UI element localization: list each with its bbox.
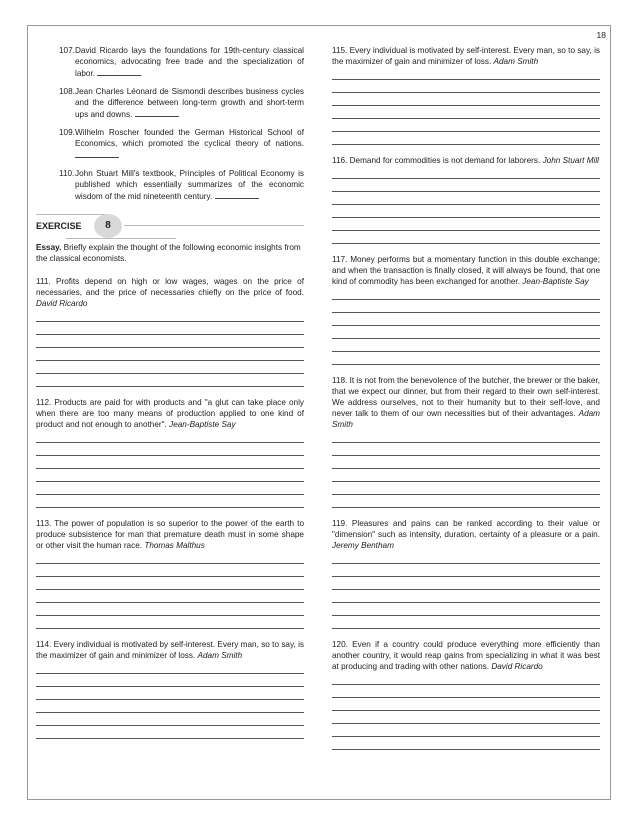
question-author: Adam Smith xyxy=(197,651,243,660)
answer-line[interactable] xyxy=(332,231,600,244)
answer-line[interactable] xyxy=(332,119,600,132)
instructions xyxy=(36,242,304,264)
answer-line[interactable] xyxy=(36,616,304,629)
question-author: David Ricardo xyxy=(491,662,543,671)
instructions-label: Essay. xyxy=(36,243,62,252)
answer-line[interactable] xyxy=(36,713,304,726)
question-author: John Stuart Mill xyxy=(542,156,599,165)
question-statement: 120. Even if a country could produce everything more efficiently than another country, it would reap gains from specializing in what it was best at producing and trading with other nations. xyxy=(332,640,600,671)
instructions-text: Briefly explain the thought of the following economic insights from the classical economists. xyxy=(36,243,301,263)
mcq-item xyxy=(59,86,304,120)
essay-question xyxy=(332,254,600,365)
answer-line[interactable] xyxy=(332,205,600,218)
question-statement: 117. Money performs but a momentary function in this double exchange; and when the transaction is finally closed, it will always be found, that one kind of commodity has been exchanged for another. xyxy=(332,255,600,286)
answer-line[interactable] xyxy=(36,551,304,564)
answer-line[interactable] xyxy=(332,132,600,145)
answer-line[interactable] xyxy=(36,430,304,443)
answer-line[interactable] xyxy=(332,339,600,352)
right-column xyxy=(332,45,600,760)
question-statement: 111. Profits depend on high or low wages, wages on the price of necessaries, and the price of necessaries chiefly on the price of food. xyxy=(36,277,304,297)
mcq-number: 107. xyxy=(59,46,75,55)
mcq-item xyxy=(59,45,304,79)
question-author: Jean-Baptiste Say xyxy=(522,277,589,286)
exercise-label: EXERCISE xyxy=(36,221,82,231)
question-statement: 113. The power of population is so superior to the power of the earth to produce subsistence for man that premature death must in some shape or other visit the human race. xyxy=(36,519,304,550)
question-statement: 112. Products are paid for with products and "a glut can take place only when there are too many means of production applied to one kind of product and not enough to another". xyxy=(36,398,304,429)
question-author: Jeremy Bentham xyxy=(332,541,394,550)
mcq-statement: David Ricardo lays the foundations for 19th-century classical economics, advocating free trade and the specialization of labor. xyxy=(75,46,304,78)
answer-line[interactable] xyxy=(332,352,600,365)
answer-line[interactable] xyxy=(36,322,304,335)
question-author: Thomas Malthus xyxy=(144,541,205,550)
exercise-number-badge: 8 xyxy=(94,214,122,238)
answer-line[interactable] xyxy=(36,469,304,482)
answer-line[interactable] xyxy=(332,300,600,313)
question-author: Adam Smith xyxy=(332,409,600,429)
answer-line[interactable] xyxy=(36,309,304,322)
answer-line[interactable] xyxy=(332,166,600,179)
answer-line[interactable] xyxy=(332,443,600,456)
question-text xyxy=(332,254,600,287)
answer-line[interactable] xyxy=(332,80,600,93)
answer-line[interactable] xyxy=(332,564,600,577)
answer-blank[interactable] xyxy=(75,149,119,158)
answer-line[interactable] xyxy=(332,67,600,80)
essay-question xyxy=(36,276,304,387)
left-column xyxy=(36,45,304,749)
answer-line[interactable] xyxy=(36,374,304,387)
answer-line[interactable] xyxy=(332,698,600,711)
answer-line[interactable] xyxy=(36,443,304,456)
mcq-text xyxy=(75,86,304,120)
answer-line[interactable] xyxy=(332,711,600,724)
answer-line[interactable] xyxy=(332,672,600,685)
answer-line[interactable] xyxy=(332,93,600,106)
answer-line[interactable] xyxy=(36,564,304,577)
mcq-statement: Wilhelm Roscher founded the German Historical School of Economics, which promoted the cyclical theory of nations. xyxy=(75,128,304,148)
essay-question xyxy=(332,155,600,244)
question-author: David Ricardo xyxy=(36,299,88,308)
answer-line[interactable] xyxy=(36,700,304,713)
question-text xyxy=(36,518,304,551)
question-text xyxy=(332,155,600,166)
mcq-text xyxy=(75,168,304,202)
mcq-number: 108. xyxy=(59,87,75,96)
answer-line[interactable] xyxy=(332,685,600,698)
question-text xyxy=(332,518,600,551)
mcq-statement: Jean Charles Léonard de Sismondi describes business cycles and the difference between long-term growth and short-term ups and downs. xyxy=(75,87,304,119)
answer-line[interactable] xyxy=(36,348,304,361)
mcq-statement: John Stuart Mill's textbook, Principles of Political Economy is published which essentially summarizes of the economic wisdom of the mid nineteenth century. xyxy=(75,169,304,201)
essay-question xyxy=(332,375,600,508)
answer-line[interactable] xyxy=(36,495,304,508)
questions-left xyxy=(36,276,304,739)
question-author: Jean-Baptiste Say xyxy=(169,420,236,429)
essay-question xyxy=(36,518,304,629)
question-statement: 119. Pleasures and pains can be ranked according to their value or "dimension" such as intensity, duration, certainty of a pleasure or a pain. xyxy=(332,519,600,539)
answer-line[interactable] xyxy=(332,192,600,205)
answer-line[interactable] xyxy=(332,179,600,192)
answer-line[interactable] xyxy=(36,674,304,687)
answer-blank[interactable] xyxy=(97,67,141,76)
answer-line[interactable] xyxy=(332,469,600,482)
question-text xyxy=(36,276,304,309)
answer-line[interactable] xyxy=(36,456,304,469)
mcq-item xyxy=(59,127,304,161)
mcq-item xyxy=(59,168,304,202)
exercise-rule xyxy=(124,225,304,226)
mcq-text xyxy=(75,45,304,79)
answer-line[interactable] xyxy=(36,661,304,674)
essay-question xyxy=(36,639,304,739)
answer-line[interactable] xyxy=(36,603,304,616)
mcq-text xyxy=(75,127,304,161)
mcq-number: 110. xyxy=(59,169,75,178)
essay-question xyxy=(332,518,600,629)
question-text xyxy=(36,397,304,430)
question-statement: 118. It is not from the benevolence of the butcher, the brewer or the baker, that we expect our dinner, but from their regard to their own self-interest. We address ourselves, not to their humanity but to their self-love, and never talk to them of our own necessities but of their advantages. xyxy=(332,376,600,418)
essay-question xyxy=(332,45,600,145)
question-text xyxy=(332,45,600,67)
essay-question xyxy=(332,639,600,750)
exercise-rule xyxy=(36,214,106,215)
answer-line[interactable] xyxy=(332,577,600,590)
exercise-rule xyxy=(66,238,176,239)
questions-right xyxy=(332,45,600,750)
answer-blank[interactable] xyxy=(215,190,259,199)
answer-line[interactable] xyxy=(332,482,600,495)
answer-line[interactable] xyxy=(332,313,600,326)
question-text xyxy=(36,639,304,661)
page-number: 18 xyxy=(596,30,606,40)
answer-line[interactable] xyxy=(332,590,600,603)
answer-line[interactable] xyxy=(36,361,304,374)
answer-line[interactable] xyxy=(332,326,600,339)
answer-line[interactable] xyxy=(332,430,600,443)
mcq-number: 109. xyxy=(59,128,75,137)
answer-line[interactable] xyxy=(332,737,600,750)
mcq-list xyxy=(36,45,304,202)
question-text xyxy=(332,375,600,430)
answer-line[interactable] xyxy=(332,616,600,629)
answer-line[interactable] xyxy=(332,287,600,300)
answer-line[interactable] xyxy=(332,495,600,508)
answer-line[interactable] xyxy=(36,687,304,700)
answer-line[interactable] xyxy=(36,335,304,348)
answer-line[interactable] xyxy=(332,106,600,119)
question-statement: 116. Demand for commodities is not demand for laborers. xyxy=(332,156,543,165)
answer-line[interactable] xyxy=(36,577,304,590)
question-statement: 115. Every individual is motivated by self-interest. Every man, so to say, is the maximizer of gain and minimizer of loss. xyxy=(332,46,600,66)
exercise-header xyxy=(36,214,304,240)
answer-line[interactable] xyxy=(36,726,304,739)
answer-line[interactable] xyxy=(332,218,600,231)
essay-question xyxy=(36,397,304,508)
question-author: Adam Smith xyxy=(493,57,539,66)
answer-line[interactable] xyxy=(332,551,600,564)
answer-line[interactable] xyxy=(332,603,600,616)
answer-line[interactable] xyxy=(332,456,600,469)
answer-line[interactable] xyxy=(36,482,304,495)
question-text xyxy=(332,639,600,672)
answer-line[interactable] xyxy=(332,724,600,737)
question-statement: 114. Every individual is motivated by self-interest. Every man, so to say, is the maximizer of gain and minimizer of loss. xyxy=(36,640,304,660)
answer-line[interactable] xyxy=(36,590,304,603)
answer-blank[interactable] xyxy=(135,108,179,117)
